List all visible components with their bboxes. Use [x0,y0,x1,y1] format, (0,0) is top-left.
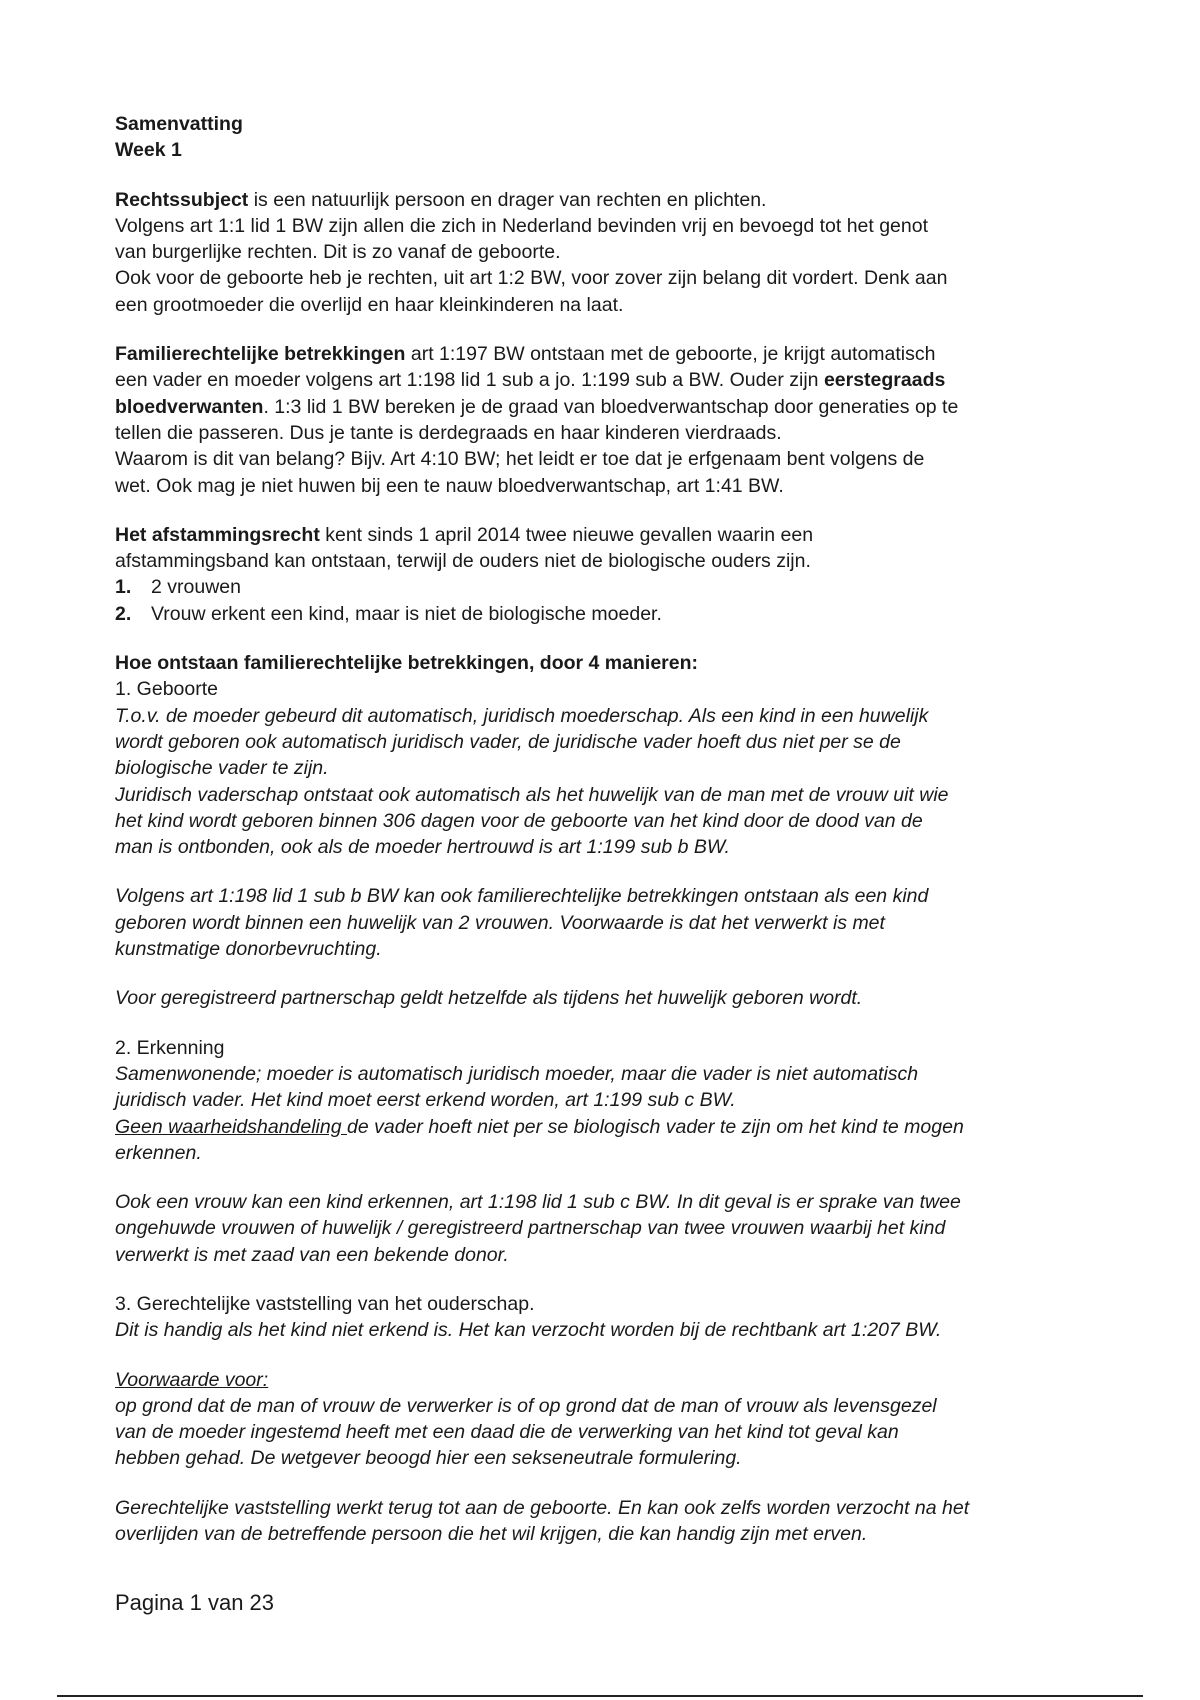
paragraph-line: biologische vader te zijn. [115,757,329,780]
paragraph-line: Volgens art 1:1 lid 1 BW zijn allen die zich in Nederland bevinden vrij en bevoegd tot het genot [115,214,929,237]
paragraph-line: Het afstammingsrecht kent sinds 1 april 2014 twee nieuwe gevallen waarin een [115,523,814,546]
paragraph-line: van burgerlijke rechten. Dit is zo vanaf de geboorte. [115,241,561,264]
paragraph-line: kunstmatige donorbevruchting. [115,938,382,961]
section-heading: Hoe ontstaan familierechtelijke betrekkingen, door 4 manieren: [115,652,699,675]
paragraph-line: Samenwonende; moeder is automatisch juridisch moeder, maar die vader is niet automatisch [115,1062,919,1085]
subsection-title-erkenning: 2. Erkenning [115,1036,225,1059]
document-title: Samenvatting [115,113,243,135]
paragraph-line: Rechtssubject is een natuurlijk persoon en drager van rechten en plichten. [115,188,767,211]
paragraph-line: Waarom is dit van belang? Bijv. Art 4:10 BW; het leidt er toe dat je erfgenaam bent volgens de [115,448,925,471]
subsection-title-gerechtelijke-vaststelling: 3. Gerechtelijke vaststelling van het ouderschap. [115,1292,535,1315]
term-afstammingsrecht: Het afstammingsrecht [115,523,320,546]
paragraph-line: verwerkt is met zaad van een bekende donor. [115,1243,509,1266]
term-rechtssubject: Rechtssubject [115,188,249,211]
subsection-title-geboorte: 1. Geboorte [115,678,218,701]
section-familierechtelijke-betrekkingen [115,341,1095,499]
paragraph-line: op grond dat de man of vrouw de verwerker is of op grond dat de man of vrouw als levensgezel [115,1394,937,1417]
paragraph-line: het kind wordt geboren binnen 306 dagen voor de geboorte van het kind door de dood van de [115,809,923,832]
paragraph-line: Geen waarheidshandeling de vader hoeft niet per se biologisch vader te zijn om het kind te mogen [115,1115,964,1138]
bottom-divider [57,1695,1143,1697]
list-number: 2. [115,602,132,625]
document-page [115,111,1095,1547]
paragraph-line: Familierechtelijke betrekkingen art 1:197 BW ontstaan met de geboorte, je krijgt automatisch [115,343,936,366]
voorwaarde-label: Voorwaarde voor: [115,1368,269,1391]
paragraph-line: erkennen. [115,1141,202,1164]
paragraph-line: Volgens art 1:198 lid 1 sub b BW kan ook familierechtelijke betrekkingen ontstaan als een kind [115,885,929,908]
paragraph-line: Dit is handig als het kind niet erkend is. Het kan verzocht worden bij de rechtbank art 1:207 BW. [115,1319,942,1342]
paragraph-line: man is ontbonden, ook als de moeder hertrouwd is art 1:199 sub b BW. [115,836,730,859]
paragraph-line: een grootmoeder die overlijd en haar kleinkinderen na laat. [115,293,624,316]
paragraph-line: een vader en moeder volgens art 1:198 lid 1 sub a jo. 1:199 sub a BW. Ouder zijn eerstegraads [115,369,946,392]
list-item: 2. Vrouw erkent een kind, maar is niet de biologische moeder. [115,601,1095,627]
term-familierechtelijke-betrekkingen: Familierechtelijke betrekkingen [115,343,406,366]
paragraph-line: van de moeder ingestemd heeft met een daad die de verwerking van het kind tot geval kan [115,1421,899,1444]
paragraph-line: afstammingsband kan ontstaan, terwijl de ouders niet de biologische ouders zijn. [115,550,811,573]
section-rechtssubject [115,187,1095,318]
paragraph-line: tellen die passeren. Dus je tante is derdegraads en haar kinderen vierdraads. [115,421,782,444]
paragraph-line: Voor geregistreerd partnerschap geldt hetzelfde als tijdens het huwelijk geboren wordt. [115,987,863,1010]
term-eerstegraads: eerstegraads [823,369,946,392]
list-item: 1. 2 vrouwen [115,574,1095,600]
paragraph-line: Gerechtelijke vaststelling werkt terug tot aan de geboorte. En kan ook zelfs worden verzocht na het [115,1496,970,1519]
paragraph-line: Juridisch vaderschap ontstaat ook automatisch als het huwelijk van de man met de vrouw uit wie [115,783,949,806]
paragraph-line: ongehuwde vrouwen of huwelijk / geregistreerd partnerschap van twee vrouwen waarbij het kind [115,1217,946,1240]
week-label: Week 1 [115,139,182,162]
paragraph-line: bloedverwanten. 1:3 lid 1 BW bereken je de graad van bloedverwantschap door generaties op te [115,395,959,418]
paragraph-line: T.o.v. de moeder gebeurd dit automatisch, juridisch moederschap. Als een kind in een huwelijk [115,704,929,727]
paragraph-line: Ook voor de geboorte heb je rechten, uit art 1:2 BW, voor zover zijn belang dit vordert. Denk aan [115,267,948,290]
paragraph-line: hebben gehad. De wetgever beoogd hier een sekseneutrale formulering. [115,1447,742,1470]
paragraph-line: geboren wordt binnen een huwelijk van 2 vrouwen. Voorwaarde is dat het verwerkt is met [115,911,885,934]
section-afstammingsrecht [115,522,1095,627]
section-ontstaan [115,650,1095,1547]
term-geen-waarheidshandeling: Geen waarheidshandeling [115,1115,348,1138]
page-number: Pagina 1 van 23 [115,1590,275,1615]
paragraph-line: juridisch vader. Het kind moet eerst erkend worden, art 1:199 sub c BW. [115,1089,736,1112]
term-bloedverwanten: bloedverwanten [115,395,264,418]
paragraph-line: wet. Ook mag je niet huwen bij een te nauw bloedverwantschap, art 1:41 BW. [115,474,784,497]
list-number: 1. [115,576,132,599]
paragraph-line: wordt geboren ook automatisch juridisch vader, de juridische vader hoeft dus niet per se de [115,730,901,753]
paragraph-line: Ook een vrouw kan een kind erkennen, art 1:198 lid 1 sub c BW. In dit geval is er sprake van twee [115,1191,961,1214]
paragraph-line: overlijden van de betreffende persoon die het wil krijgen, die kan handig zijn met erven. [115,1523,868,1546]
